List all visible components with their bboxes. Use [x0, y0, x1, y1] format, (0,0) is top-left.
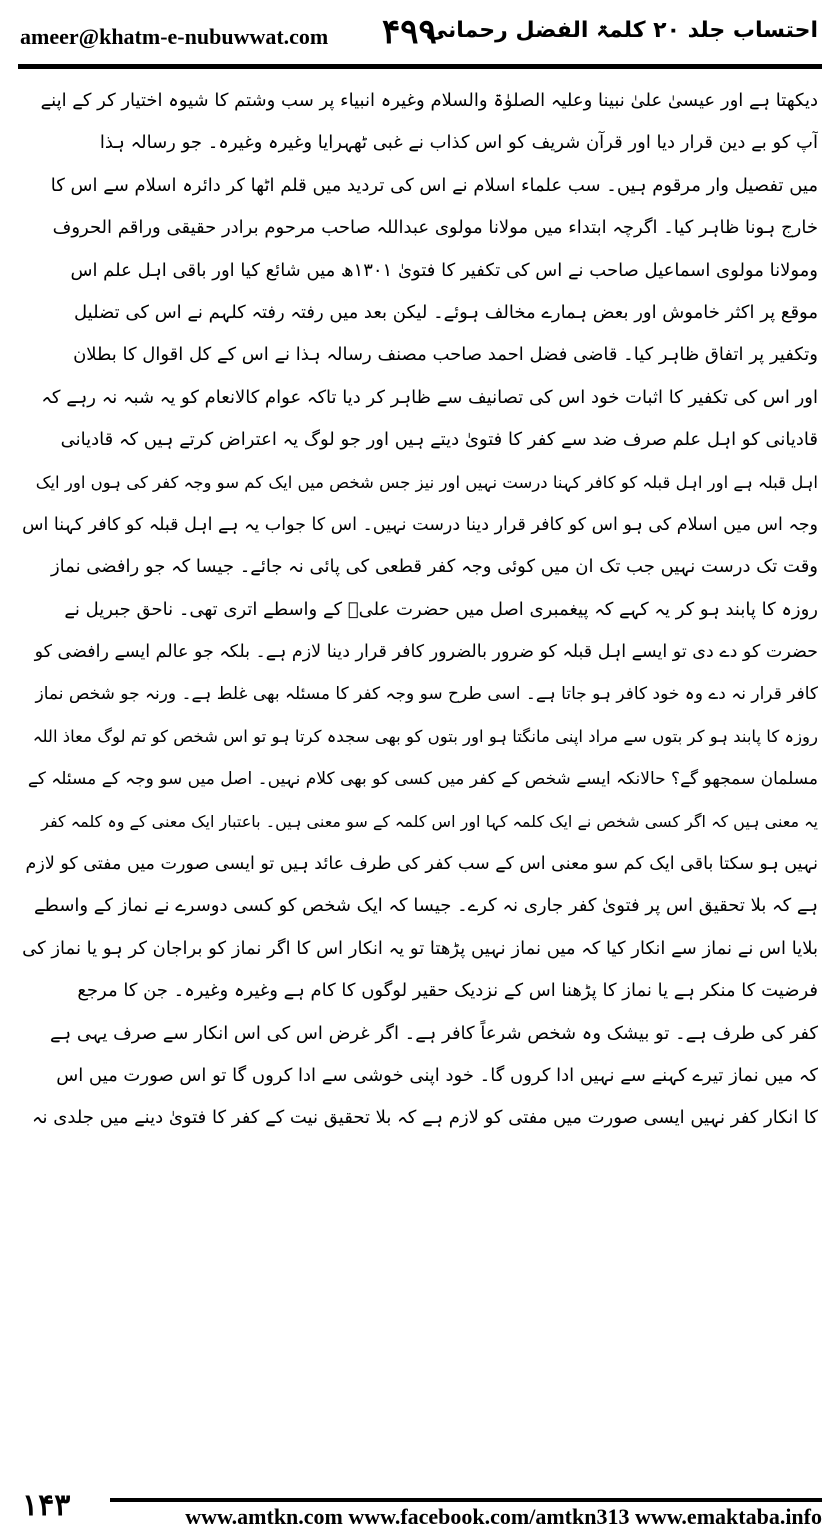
footer-urls: www.amtkn.com www.facebook.com/amtkn313 www.emaktaba.info: [185, 1504, 822, 1529]
text-line: روزہ کا پابند ہو کر بتوں سے مراد اپنی مانگتا ہو اور بتوں کو بھی سجدہ کرتا ہو تو اس شخص کو تم لوگ معاذ اللہ: [32, 726, 818, 746]
text-line: حضرت کو دے دی تو ایسے اہل قبلہ کو ضرور بالضرور کافر قرار دینا لازم ہے۔ بلکہ جو عالم ایسے رافضی کو: [34, 642, 818, 663]
text-line: موقع پر اکثر خاموش اور بعض ہمارے مخالف ہوئے۔ لیکن بعد میں رفتہ رفتہ کلہم نے اس کی تضلیل: [74, 301, 818, 323]
text-line: کفر کی طرف ہے۔ تو بیشک وہ شخص شرعاً کافر ہے۔ اگر غرض اس کی اس انکار سے صرف یہی ہے: [50, 1022, 818, 1044]
text-line: وجہ اس میں اسلام کی ہو اس کو کافر قرار دینا درست نہیں۔ اس کا جواب یہ ہے اہل قبلہ کو کافر کہنا اس: [22, 514, 818, 535]
text-line: وقت تک درست نہیں جب تک ان میں کوئی وجہ کفر قطعی کی پائی نہ جائے۔ جیسا کہ جو رافضی نماز: [50, 556, 818, 578]
text-line: میں تفصیل وار مرقوم ہیں۔ سب علماء اسلام نے اس کی تردید میں قلم اٹھا کر دائرہ اسلام سے اس کا: [50, 174, 818, 196]
page-footer: [18, 1488, 822, 1532]
text-line: روزہ کا پابند ہو کر یہ کہے کہ پیغمبری اصل میں حضرت علیؓ کے واسطے اتری تھی۔ ناحق جبریل نے: [64, 598, 818, 620]
text-line: کہ میں نماز تیرے کہنے سے نہیں ادا کروں گا۔ خود اپنی خوشی سے ادا کروں گا تو اس صورت میں اس: [56, 1064, 818, 1086]
text-line: وتکفیر پر اتفاق ظاہر کیا۔ قاضی فضل احمد صاحب مصنف رسالہ ہذا نے اس کے کل اقوال کا بطلان: [73, 344, 818, 366]
text-line: آپ کو بے دین قرار دیا اور قرآن شریف کو اس کذاب نے غبی ٹھہرایا وغیرہ وغیرہ۔ جو رسالہ ہذا: [99, 132, 818, 154]
header-email: ameer@khatm-e-nubuwwat.com: [20, 24, 329, 49]
text-line: یہ معنی ہیں کہ اگر کسی شخص نے ایک کلمہ کہا اور اس کلمہ کے سو معنی ہیں۔ باعتبار ایک معنی کے وہ کلمہ کفر: [41, 811, 818, 831]
text-line: کافر قرار نہ دے وہ خود کافر ہو جاتا ہے۔ اسی طرح سو وجہ کفر کا مسئلہ بھی غلط ہے۔ ورنہ جو شخص نماز: [35, 684, 818, 705]
text-line: بلایا اس نے نماز سے انکار کیا کہ میں نماز نہیں پڑھتا تو یہ انکار اس کا اگر نماز کو براجان کر ہو یا نماز کی: [22, 937, 818, 959]
body-text: [22, 80, 818, 1140]
text-line: فرضیت کا منکر ہے یا نماز کا پڑھنا اس کے نزدیک حقیر لوگوں کا کام ہے وغیرہ وغیرہ۔ جن کا مرجع: [77, 980, 818, 1002]
text-line: قادیانی کو اہل علم صرف ضد سے کفر کا فتویٰ دیتے ہیں اور جو لوگ یہ اعتراض کرتے ہیں کہ قادیانی: [60, 429, 818, 451]
page-header: [18, 8, 822, 60]
footer-divider: [110, 1498, 822, 1502]
text-line: کا انکار کفر نہیں ایسی صورت میں مفتی کو لازم ہے کہ بلا تحقیق نیت کے کفر کا فتویٰ دینے میں جلدی نہ: [32, 1107, 818, 1129]
text-line: ہے کہ بلا تحقیق اس پر فتویٰ کفر جاری نہ کرے۔ جیسا کہ ایک شخص کو کسی دوسرے نے نماز کے واسطے: [34, 895, 818, 917]
text-line: نہیں ہو سکتا باقی ایک کم سو معنی اس کے سب کفر کی طرف عائد ہیں تو ایسی صورت میں مفتی کو لازم: [25, 854, 818, 875]
text-line: اہل قبلہ ہے اور اہل قبلہ کو کافر کہنا درست نہیں اور نیز جس شخص میں ایک کم سو وجہ کفر کی ہوں اور ایک: [35, 472, 818, 492]
footer-page-number: ۱۴۳: [22, 1488, 71, 1523]
text-line: اور اس کی تکفیر کا اثبات خود اس کی تصانیف سے ظاہر کر دیا تاکہ عوام کالانعام کو یہ شبہ نہ رہے کہ: [41, 386, 818, 408]
text-line: ومولانا مولوی اسماعیل صاحب نے اس کی تکفیر کا فتویٰ ۱۳۰۱ھ میں شائع کیا اور باقی اہل علم اس: [70, 259, 818, 281]
header-page-number: ۴۹۹: [382, 12, 437, 52]
text-line: دیکھتا ہے اور عیسیٰ علیٰ نبینا وعلیہ الصلوٰۃ والسلام وغیرہ انبیاء پر سب وشتم کا شیوہ اختیار کر کے اپنے: [40, 90, 818, 111]
header-divider: [18, 64, 822, 69]
header-book-title: احتساب جلد ۲۰ کلمۃ الفضل رحمانی: [425, 18, 818, 43]
text-line: خارج ہونا ظاہر کیا۔ اگرچہ ابتداء میں مولانا مولوی عبداللہ صاحب مرحوم برادر حقیقی وراقم الحروف: [52, 217, 818, 239]
text-line: مسلمان سمجھو گے؟ حالانکہ ایسے شخص کے کفر میں کسی کو بھی کلام نہیں۔ اصل میں سو وجہ کے مسئلہ کے: [27, 769, 818, 790]
